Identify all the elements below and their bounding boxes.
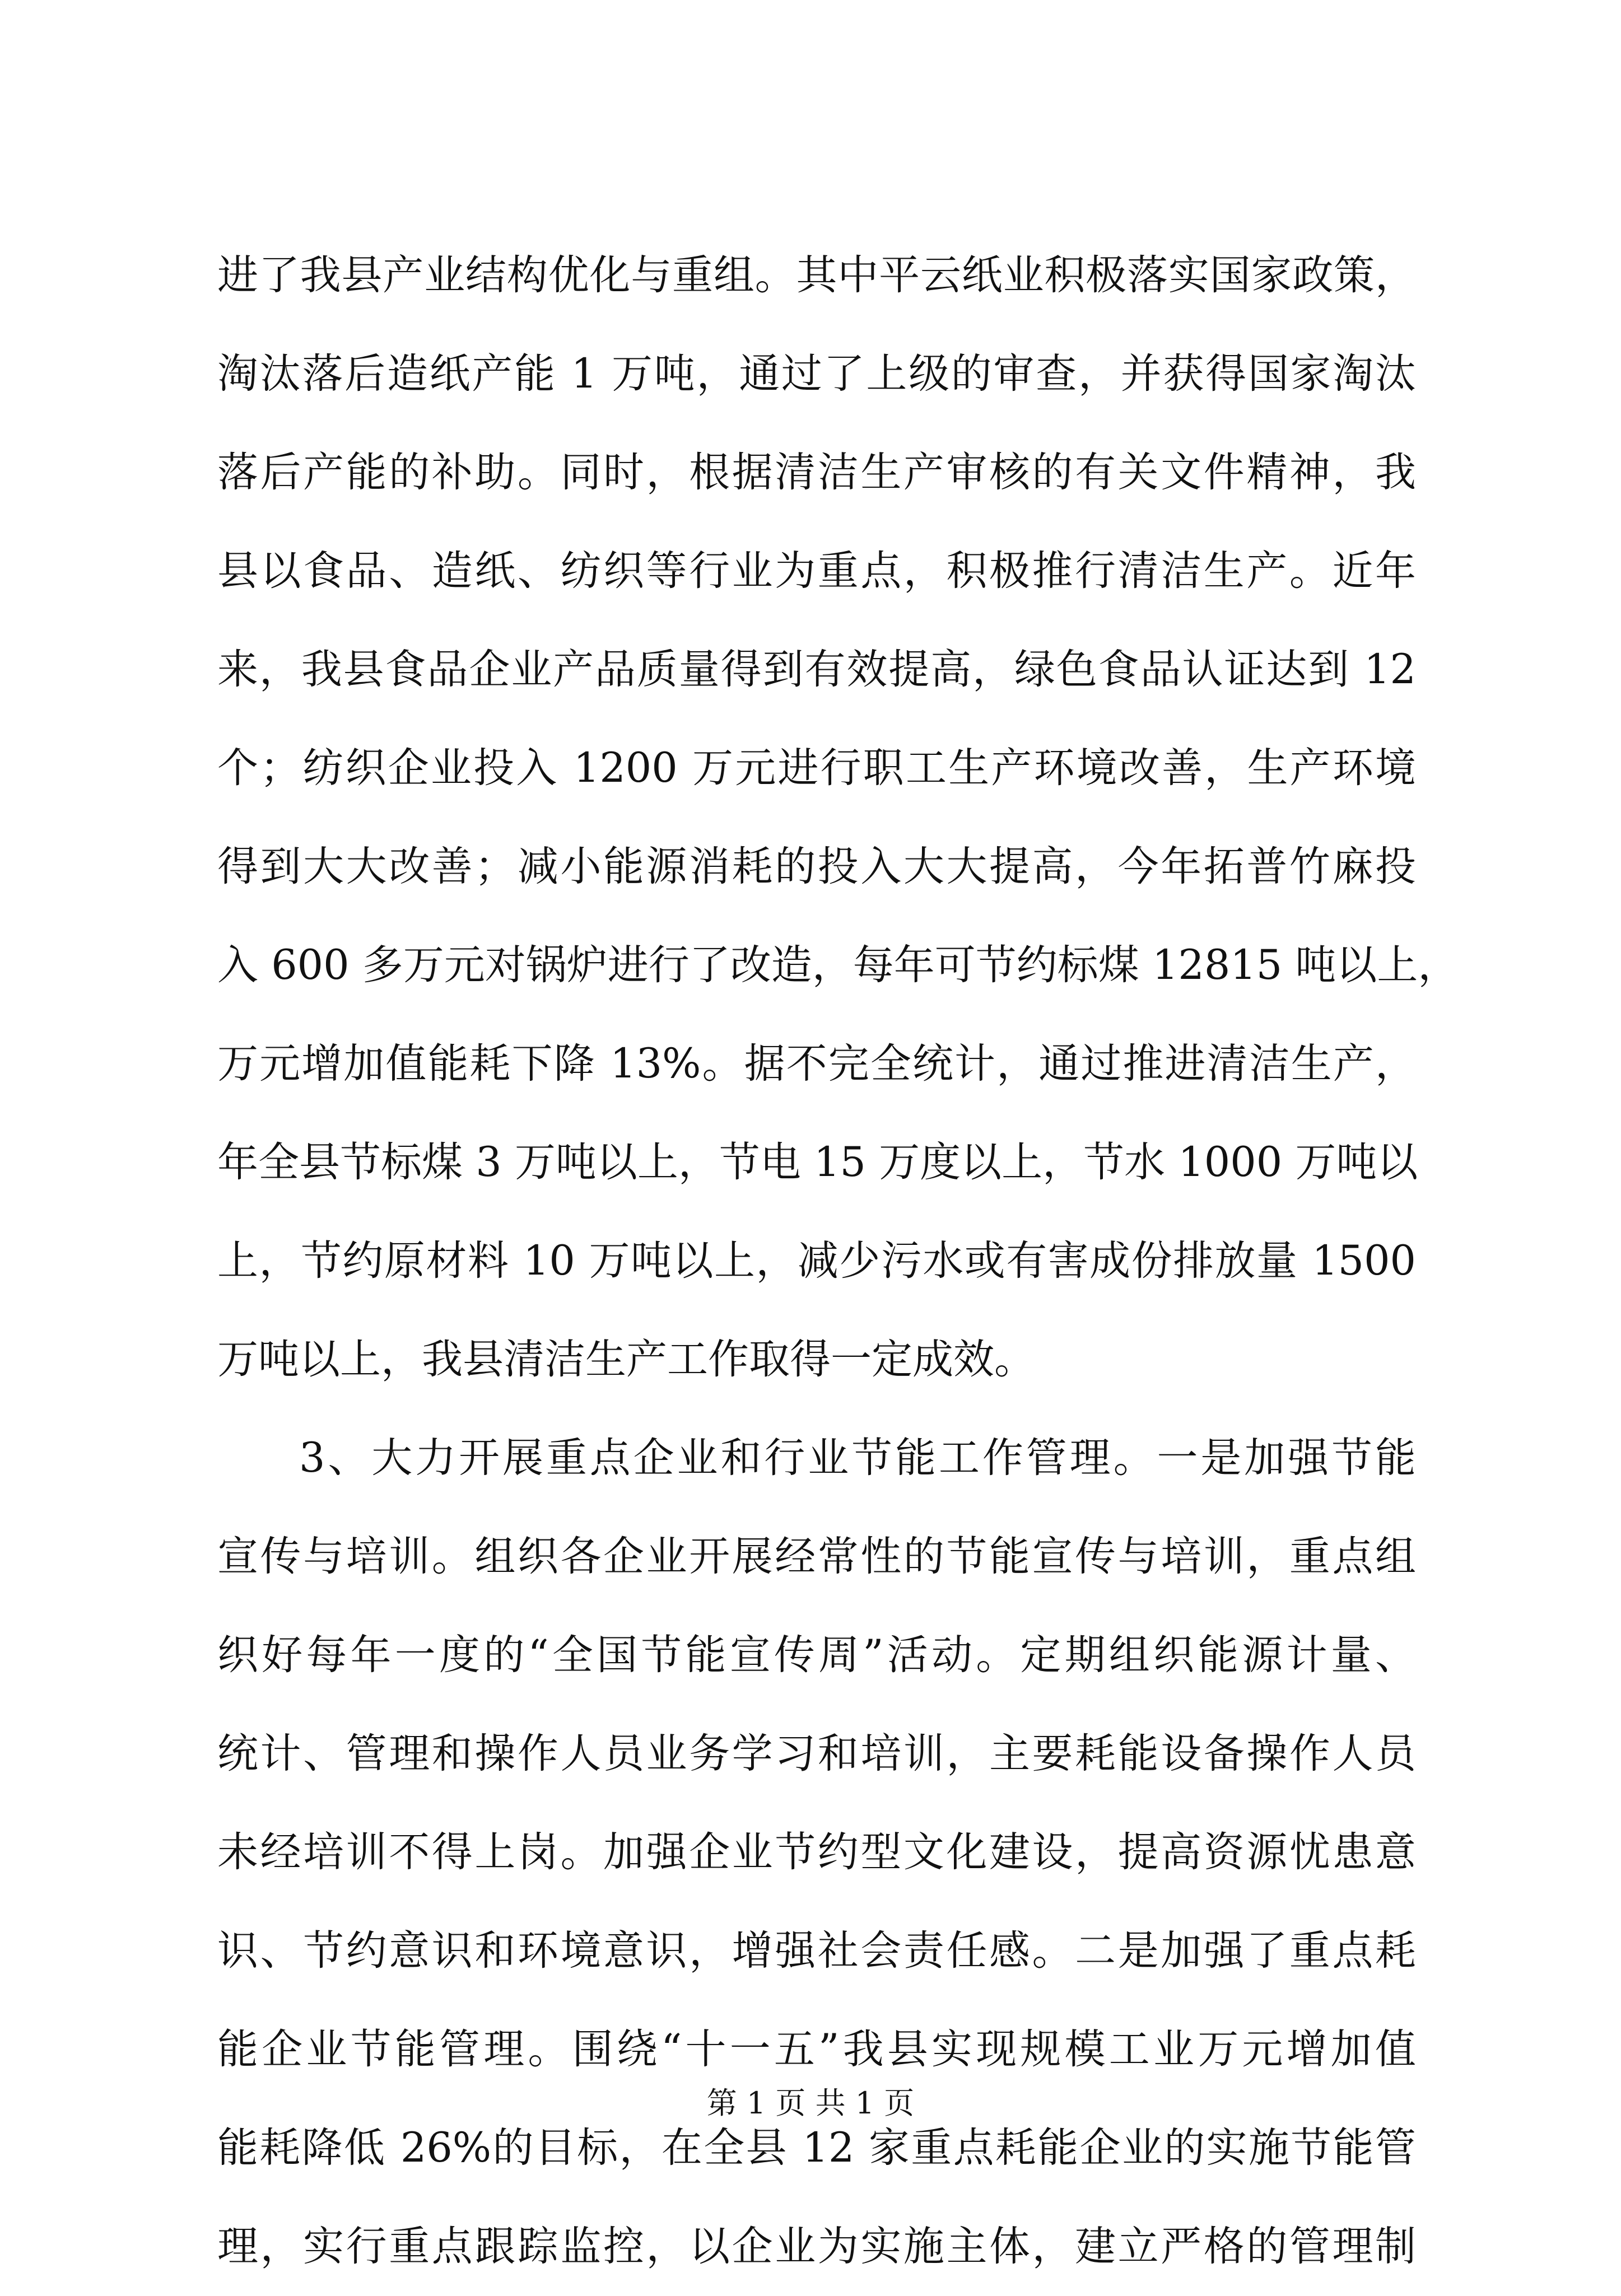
text-line: 能企业节能管理。围绕“十一五”我县实现规模工业万元增加值 — [217, 2026, 1416, 2073]
text-line: 来，我县食品企业产品质量得到有效提高，绿色食品认证达到 12 — [217, 646, 1416, 693]
text-line: 进了我县产业结构优化与重组。其中平云纸业积极落实国家政策， — [217, 251, 1416, 299]
text-line: 年全县节标煤 3 万吨以上，节电 15 万度以上，节水 1000 万吨以 — [217, 1138, 1418, 1186]
text-line: 理，实行重点跟踪监控，以企业为实施主体，建立严格的管理制 — [217, 2223, 1416, 2270]
text-line: 统计、管理和操作人员业务学习和培训，主要耗能设备操作人员 — [217, 1730, 1416, 1777]
text-line: 个；纺织企业投入 1200 万元进行职工生产环境改善，生产环境 — [217, 744, 1416, 792]
text-line: 淘汰落后造纸产能 1 万吨，通过了上级的审查，并获得国家淘汰 — [217, 350, 1416, 398]
text-line: 织好每年一度的“全国节能宣传周”活动。定期组织能源计量、 — [217, 1631, 1416, 1679]
page-number-footer: 第 1 页 共 1 页 — [706, 2085, 915, 2121]
body-text — [217, 226, 1459, 2296]
paragraph-first-line: 3、大力开展重点企业和行业节能工作管理。一是加强节能 — [299, 1434, 1416, 1482]
text-line: 宣传与培训。组织各企业开展经常性的节能宣传与培训，重点组 — [217, 1533, 1416, 1580]
text-line: 万元增加值能耗下降 13%。据不完全统计，通过推进清洁生产， — [217, 1040, 1416, 1088]
text-line: 入 600 多万元对锅炉进行了改造，每年可节约标煤 12815 吨以上， — [217, 941, 1459, 989]
text-line: 能耗降低 26%的目标，在全县 12 家重点耗能企业的实施节能管 — [217, 2124, 1416, 2172]
text-line: 县以食品、造纸、纺织等行业为重点，积极推行清洁生产。近年 — [217, 547, 1416, 595]
text-line: 上，节约原材料 10 万吨以上，减少污水或有害成份排放量 1500 — [217, 1237, 1416, 1285]
text-line: 未经培训不得上岗。加强企业节约型文化建设，提高资源忧患意 — [217, 1828, 1416, 1876]
text-line: 万吨以上，我县清洁生产工作取得一定成效。 — [217, 1336, 1035, 1383]
text-line: 识、节约意识和环境意识，增强社会责任感。二是加强了重点耗 — [217, 1927, 1416, 1975]
text-line: 落后产能的补助。同时，根据清洁生产审核的有关文件精神，我 — [217, 449, 1416, 496]
text-line: 得到大大改善；减小能源消耗的投入大大提高，今年拓普竹麻投 — [217, 843, 1416, 890]
